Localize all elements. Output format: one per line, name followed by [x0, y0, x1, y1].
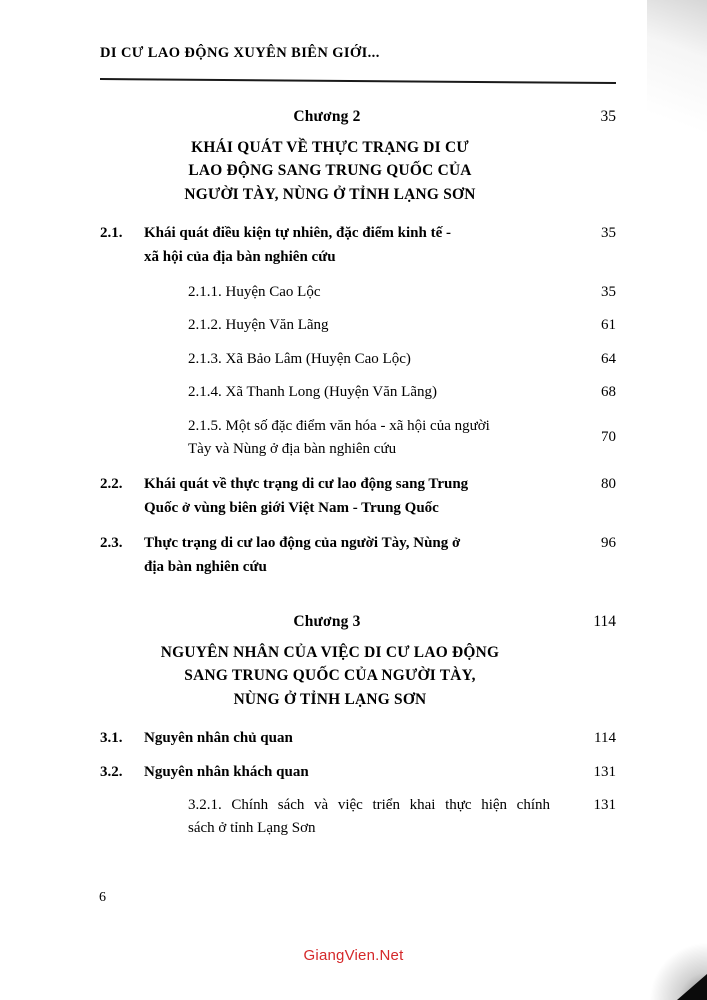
toc-entry-number-inline: 2.1.1.	[188, 284, 222, 300]
toc-entry-body	[144, 222, 560, 269]
toc-entry-page: 131	[593, 763, 616, 780]
toc-entry[interactable]	[100, 473, 616, 520]
toc-entry-line: xã hội của địa bàn nghiên cứu	[144, 248, 336, 265]
toc-entry-text	[188, 348, 550, 371]
running-head-text: DI CƯ LAO ĐỘNG XUYÊN BIÊN GIỚI...	[100, 45, 380, 61]
toc-entry[interactable]	[100, 794, 616, 841]
toc-entry-number: 2.3.	[100, 535, 123, 552]
toc-entry[interactable]	[100, 761, 616, 784]
toc-entry-page: 35	[601, 225, 616, 242]
table-of-contents	[100, 108, 616, 853]
toc-entry-line: Nguyên nhân khách quan	[144, 763, 309, 780]
toc-entry-body	[144, 473, 560, 520]
toc-entry-line	[188, 281, 550, 304]
chapter-label-wrap-2	[100, 108, 560, 126]
toc-entry-number-inline: 3.2.1.	[188, 796, 222, 813]
toc-entry-text	[188, 281, 550, 304]
toc-entry[interactable]	[100, 381, 616, 404]
toc-entry-label: Xã Bảo Lâm (Huyện Cao Lộc)	[225, 350, 411, 367]
toc-entry-line: Thực trạng di cư lao động của người Tày, Nùng ở	[144, 535, 461, 552]
toc-entry-number: 2.2.	[100, 476, 123, 493]
toc-entry-line	[188, 381, 550, 404]
chapter-title-2	[100, 136, 616, 206]
chapter-heading-row-2	[100, 108, 616, 126]
toc-entry-page: 68	[601, 384, 616, 401]
toc-entry-text	[144, 727, 550, 750]
toc-entry[interactable]	[100, 727, 616, 750]
chapter-title-line: SANG TRUNG QUỐC CỦA NGƯỜI TÀY,	[184, 667, 476, 685]
chapter-heading-row-3	[100, 613, 616, 631]
toc-entry-number: 3.2.	[100, 763, 123, 780]
toc-entry-line: sách ở tỉnh Lạng Sơn	[188, 820, 316, 837]
scan-shadow-corner	[677, 974, 707, 1000]
toc-entry-text	[144, 222, 550, 269]
header-rule	[100, 76, 616, 86]
toc-entry-line: Quốc ở vùng biên giới Việt Nam - Trung Quốc	[144, 499, 439, 516]
toc-entry-line	[188, 794, 550, 817]
toc-entry-number-inline: 2.1.5.	[188, 417, 222, 434]
toc-entry-body	[188, 415, 560, 462]
toc-entry-text	[144, 532, 550, 579]
toc-entry-line: Tày và Nùng ở địa bàn nghiên cứu	[188, 440, 397, 457]
toc-entry-line	[188, 415, 550, 438]
toc-entry[interactable]	[100, 281, 616, 304]
toc-entry[interactable]	[100, 415, 616, 462]
chapter-block-2	[100, 108, 616, 579]
toc-list-chapter-3	[100, 727, 616, 841]
chapter-label-wrap-3	[100, 613, 560, 631]
toc-entry-text	[188, 314, 550, 337]
toc-entry-label: Huyện Văn Lãng	[225, 317, 329, 334]
chapter-title-line: NÙNG Ở TỈNH LẠNG SƠN	[233, 690, 427, 708]
toc-entry[interactable]	[100, 532, 616, 579]
toc-entry-text	[188, 415, 550, 462]
toc-entry[interactable]	[100, 222, 616, 269]
toc-entry-label: Chính sách và việc triển khai thực hiện chính	[231, 796, 550, 813]
toc-entry-text	[144, 761, 550, 784]
toc-entry-label: Xã Thanh Long (Huyện Văn Lãng)	[225, 384, 437, 401]
toc-entry[interactable]	[100, 314, 616, 337]
toc-entry-line	[188, 348, 550, 371]
chapter-block-3	[100, 613, 616, 841]
toc-entry-page: 64	[601, 350, 616, 367]
toc-entry-page: 80	[601, 476, 616, 493]
toc-entry-line: Nguyên nhân chủ quan	[144, 730, 293, 747]
toc-entry[interactable]	[100, 348, 616, 371]
toc-entry-page: 35	[601, 284, 616, 300]
toc-entry-line: Khái quát điều kiện tự nhiên, đặc điểm kinh tế -	[144, 225, 451, 242]
toc-entry-body	[188, 381, 560, 404]
toc-entry-number-inline: 2.1.4.	[188, 384, 222, 401]
toc-entry-label: Một số đặc điểm văn hóa - xã hội của người	[225, 417, 490, 434]
page-folio: 6	[99, 890, 106, 905]
toc-entry-body	[144, 532, 560, 579]
toc-entry-line: Khái quát về thực trạng di cư lao động sang Trung	[144, 476, 469, 493]
toc-entry-body	[144, 761, 560, 784]
toc-entry-page: 96	[601, 535, 616, 552]
chapter-page-2: 35	[600, 108, 616, 125]
toc-entry-number: 3.1.	[100, 730, 123, 747]
toc-entry-body	[188, 348, 560, 371]
chapter-title-line: NGUYÊN NHÂN CỦA VIỆC DI CƯ LAO ĐỘNG	[160, 643, 500, 661]
toc-entry-text	[188, 794, 550, 841]
toc-entry-page: 131	[593, 796, 616, 813]
toc-entry-number-inline: 2.1.3.	[188, 350, 222, 367]
toc-entry-text	[188, 381, 550, 404]
toc-list-chapter-2	[100, 222, 616, 579]
toc-entry-page: 61	[601, 317, 616, 334]
toc-entry-line	[188, 314, 550, 337]
toc-entry-body	[144, 727, 560, 750]
toc-entry-page: 70	[601, 429, 616, 446]
scan-shadow-right	[647, 0, 707, 300]
chapter-title-3	[100, 641, 616, 711]
toc-entry-line: địa bàn nghiên cứu	[144, 558, 267, 575]
chapter-title-line: KHÁI QUÁT VỀ THỰC TRẠNG DI CƯ	[191, 139, 469, 156]
watermark: GiangVien.Net	[303, 947, 404, 964]
chapter-page-3: 114	[593, 612, 616, 630]
toc-entry-text	[144, 473, 550, 520]
chapter-title-line: NGƯỜI TÀY, NÙNG Ở TỈNH LẠNG SƠN	[184, 185, 476, 203]
toc-entry-body	[188, 794, 560, 841]
toc-entry-body	[188, 281, 560, 304]
chapter-title-line: LAO ĐỘNG SANG TRUNG QUỐC CỦA	[188, 162, 472, 180]
toc-entry-number: 2.1.	[100, 225, 123, 242]
toc-entry-body	[188, 314, 560, 337]
toc-entry-label: Huyện Cao Lộc	[225, 284, 321, 300]
toc-entry-page: 114	[594, 730, 616, 747]
chapter-label-2: Chương 2	[293, 108, 361, 125]
running-head	[100, 45, 620, 62]
chapter-label-3: Chương 3	[293, 612, 361, 630]
toc-entry-number-inline: 2.1.2.	[188, 317, 222, 334]
